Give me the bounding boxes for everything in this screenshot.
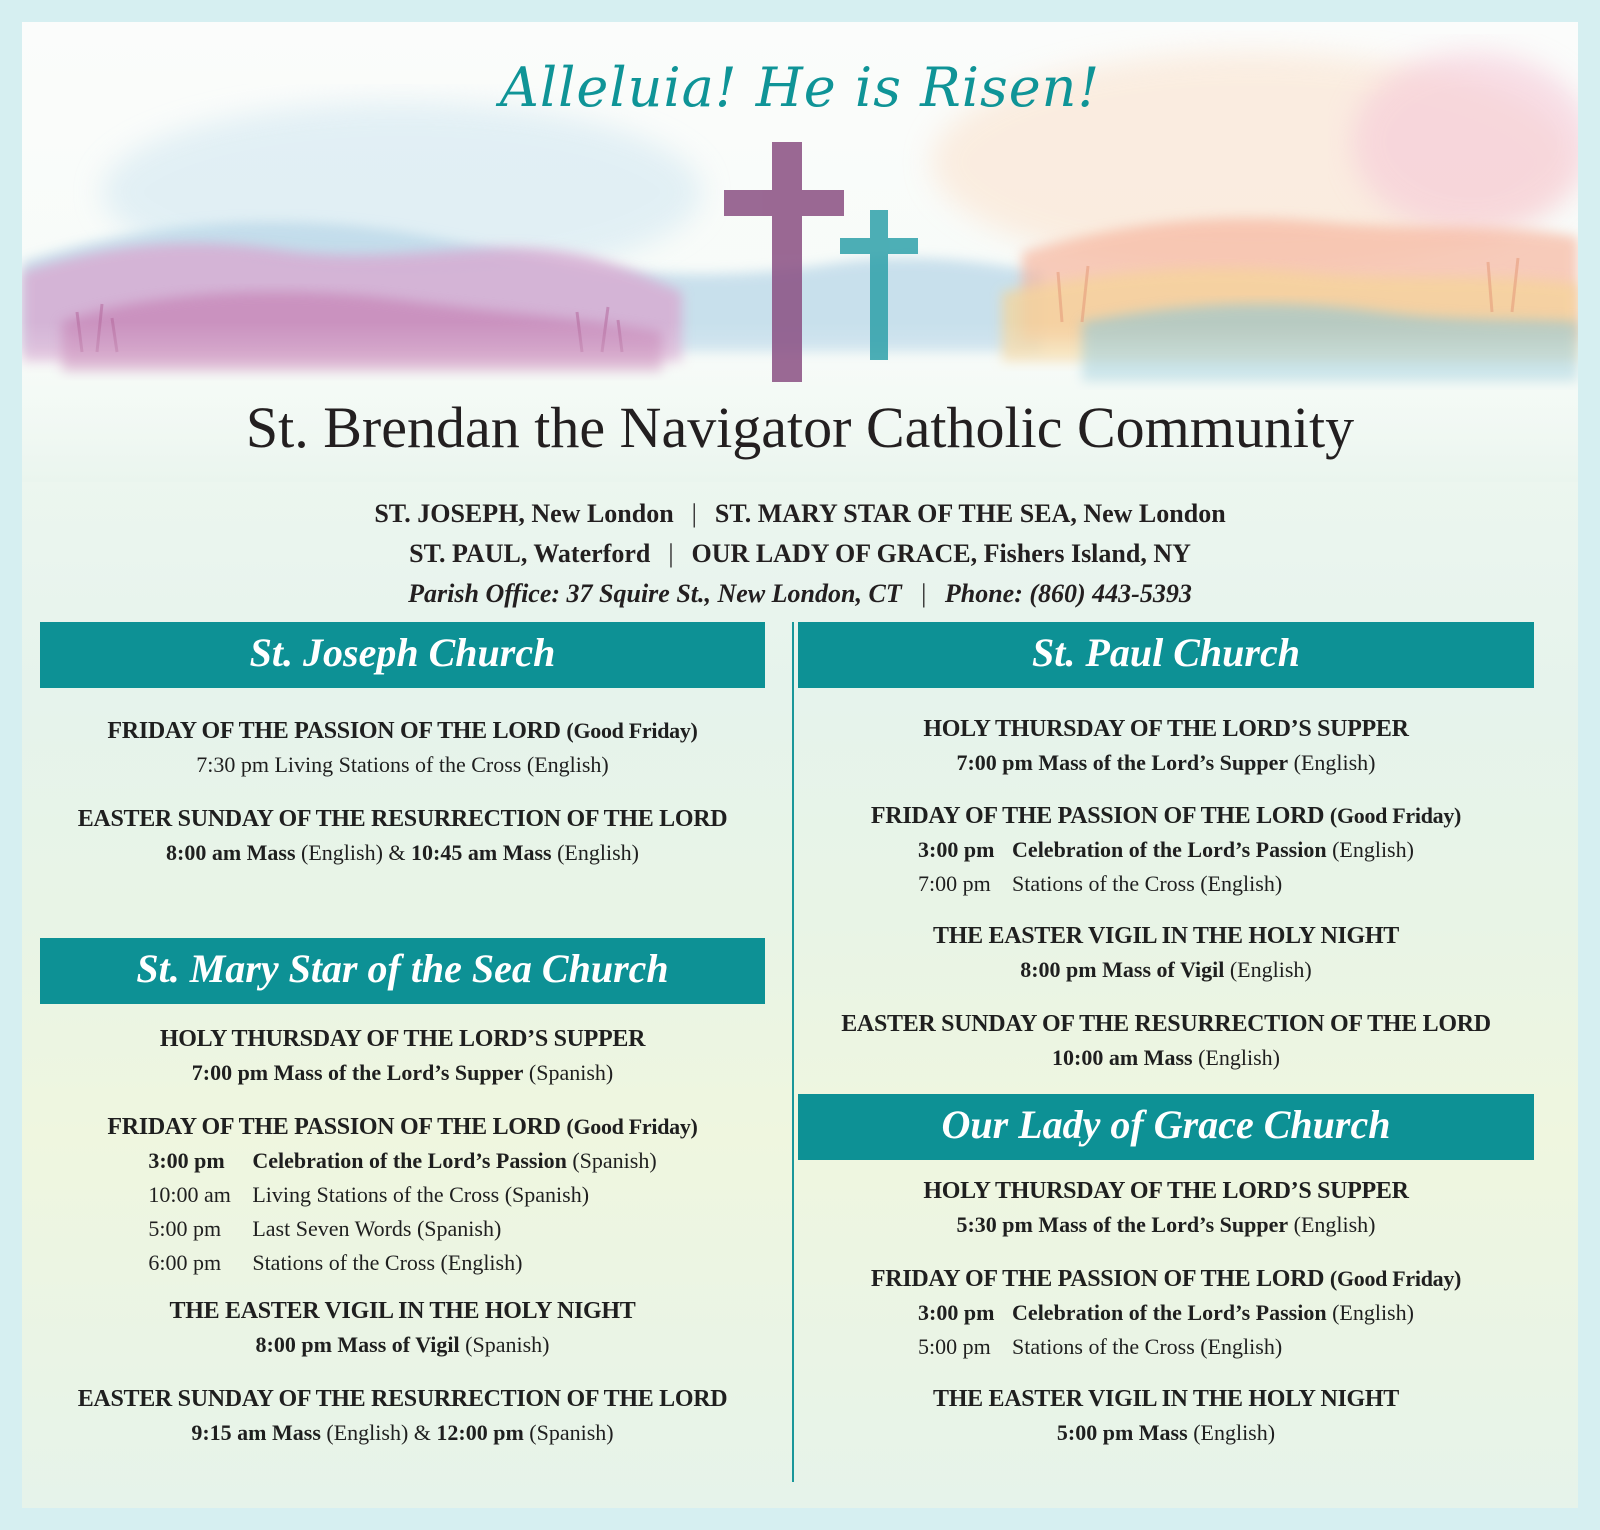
event-title: HOLY THURSDAY OF THE LORD’S SUPPER xyxy=(159,1026,646,1052)
schedule-row: 3:00 pm Celebration of the Lord’s Passion (English) xyxy=(918,837,1414,862)
column-divider xyxy=(792,622,794,1482)
schedule-row: 5:00 pm Last Seven Words (Spanish) xyxy=(148,1216,502,1241)
event-subtitle: (Good Friday) xyxy=(1329,803,1462,828)
headline: Alleluia! He is Risen! xyxy=(499,56,1101,119)
separator: | xyxy=(691,499,697,528)
separator: | xyxy=(919,579,927,608)
parish-office-address: Parish Office: 37 Squire St., New London, CT xyxy=(408,579,902,608)
event-title: EASTER SUNDAY OF THE RESURRECTION OF THE LORD xyxy=(77,806,728,832)
flyer-page xyxy=(22,22,1578,1508)
st-joseph-good-friday xyxy=(40,714,765,782)
st-mary-easter-vigil xyxy=(40,1294,765,1362)
event-line: 7:00 pm Mass of the Lord’s Supper (English) xyxy=(956,750,1376,775)
event-title: THE EASTER VIGIL IN THE HOLY NIGHT xyxy=(933,1386,1399,1412)
parish-line-2 xyxy=(22,534,1578,574)
our-lady-holy-thursday xyxy=(798,1174,1534,1242)
st-joseph-easter-sunday xyxy=(40,802,765,870)
event-subtitle: (Good Friday) xyxy=(566,1114,698,1139)
parish-line-1 xyxy=(22,494,1578,534)
st-mary-good-friday xyxy=(40,1110,765,1280)
schedule-rows xyxy=(918,833,1414,901)
schedule-rows xyxy=(148,1144,656,1280)
st-paul-easter-sunday xyxy=(798,1007,1534,1075)
event-title: FRIDAY OF THE PASSION OF THE LORD xyxy=(870,803,1325,829)
event-line: 7:00 pm Mass of the Lord’s Supper (Spanish) xyxy=(191,1060,614,1085)
our-lady-banner: Our Lady of Grace Church xyxy=(798,1094,1534,1160)
event-title: HOLY THURSDAY OF THE LORD’S SUPPER xyxy=(923,1178,1409,1204)
event-line: 8:00 pm Mass of Vigil (English) xyxy=(1020,957,1312,982)
event-line: 5:30 pm Mass of the Lord’s Supper (English) xyxy=(956,1212,1376,1237)
event-line: 8:00 am Mass (English) & 10:45 am Mass (English) xyxy=(166,840,639,865)
event-title: EASTER SUNDAY OF THE RESURRECTION OF THE LORD xyxy=(77,1386,728,1412)
parish-our-lady: OUR LADY OF GRACE, Fishers Island, NY xyxy=(691,539,1191,568)
st-paul-easter-vigil xyxy=(798,919,1534,987)
event-line: 9:15 am Mass (English) & 12:00 pm (Spanish) xyxy=(191,1420,614,1445)
schedule-row: 5:00 pm Stations of the Cross (English) xyxy=(918,1334,1283,1359)
schedule-row: 3:00 pm Celebration of the Lord’s Passion (English) xyxy=(918,1300,1414,1325)
schedule-row: 6:00 pm Stations of the Cross (English) xyxy=(148,1250,523,1275)
office-contact-line xyxy=(22,574,1578,614)
st-mary-banner: St. Mary Star of the Sea Church xyxy=(40,938,765,1004)
event-line: 7:30 pm Living Stations of the Cross (English) xyxy=(196,752,609,777)
event-line: 10:00 am Mass (English) xyxy=(1052,1045,1280,1070)
st-mary-easter-sunday xyxy=(40,1382,765,1450)
parish-phone: Phone: (860) 443-5393 xyxy=(944,579,1192,608)
parish-st-joseph: ST. JOSEPH, New London xyxy=(374,499,674,528)
event-title: FRIDAY OF THE PASSION OF THE LORD xyxy=(870,1266,1325,1292)
our-lady-easter-vigil xyxy=(798,1382,1534,1450)
parish-st-paul: ST. PAUL, Waterford xyxy=(409,539,651,568)
parish-list xyxy=(22,494,1578,614)
event-line: 8:00 pm Mass of Vigil (Spanish) xyxy=(255,1332,550,1357)
event-title: FRIDAY OF THE PASSION OF THE LORD xyxy=(107,718,561,744)
schedule-row: 10:00 am Living Stations of the Cross (Spanish) xyxy=(148,1182,590,1207)
event-title: FRIDAY OF THE PASSION OF THE LORD xyxy=(107,1114,561,1140)
schedule-row: 7:00 pm Stations of the Cross (English) xyxy=(918,871,1283,896)
st-joseph-banner: St. Joseph Church xyxy=(40,622,765,688)
event-title: EASTER SUNDAY OF THE RESURRECTION OF THE LORD xyxy=(841,1011,1491,1037)
st-paul-good-friday xyxy=(798,799,1534,901)
parish-st-mary: ST. MARY STAR OF THE SEA, New London xyxy=(714,499,1226,528)
schedule-rows xyxy=(918,1296,1414,1364)
event-title: HOLY THURSDAY OF THE LORD’S SUPPER xyxy=(923,716,1409,742)
separator: | xyxy=(668,539,674,568)
event-subtitle: (Good Friday) xyxy=(566,718,698,743)
event-subtitle: (Good Friday) xyxy=(1329,1266,1462,1291)
st-paul-banner: St. Paul Church xyxy=(798,622,1534,688)
st-mary-holy-thursday xyxy=(40,1022,765,1090)
our-lady-good-friday xyxy=(798,1262,1534,1364)
event-title: THE EASTER VIGIL IN THE HOLY NIGHT xyxy=(169,1298,636,1324)
event-title: THE EASTER VIGIL IN THE HOLY NIGHT xyxy=(933,923,1399,949)
event-line: 5:00 pm Mass (English) xyxy=(1056,1420,1276,1445)
schedule-row: 3:00 pm Celebration of the Lord’s Passion (Spanish) xyxy=(148,1148,657,1173)
organization-title: St. Brendan the Navigator Catholic Community xyxy=(245,395,1355,460)
st-paul-holy-thursday xyxy=(798,712,1534,780)
